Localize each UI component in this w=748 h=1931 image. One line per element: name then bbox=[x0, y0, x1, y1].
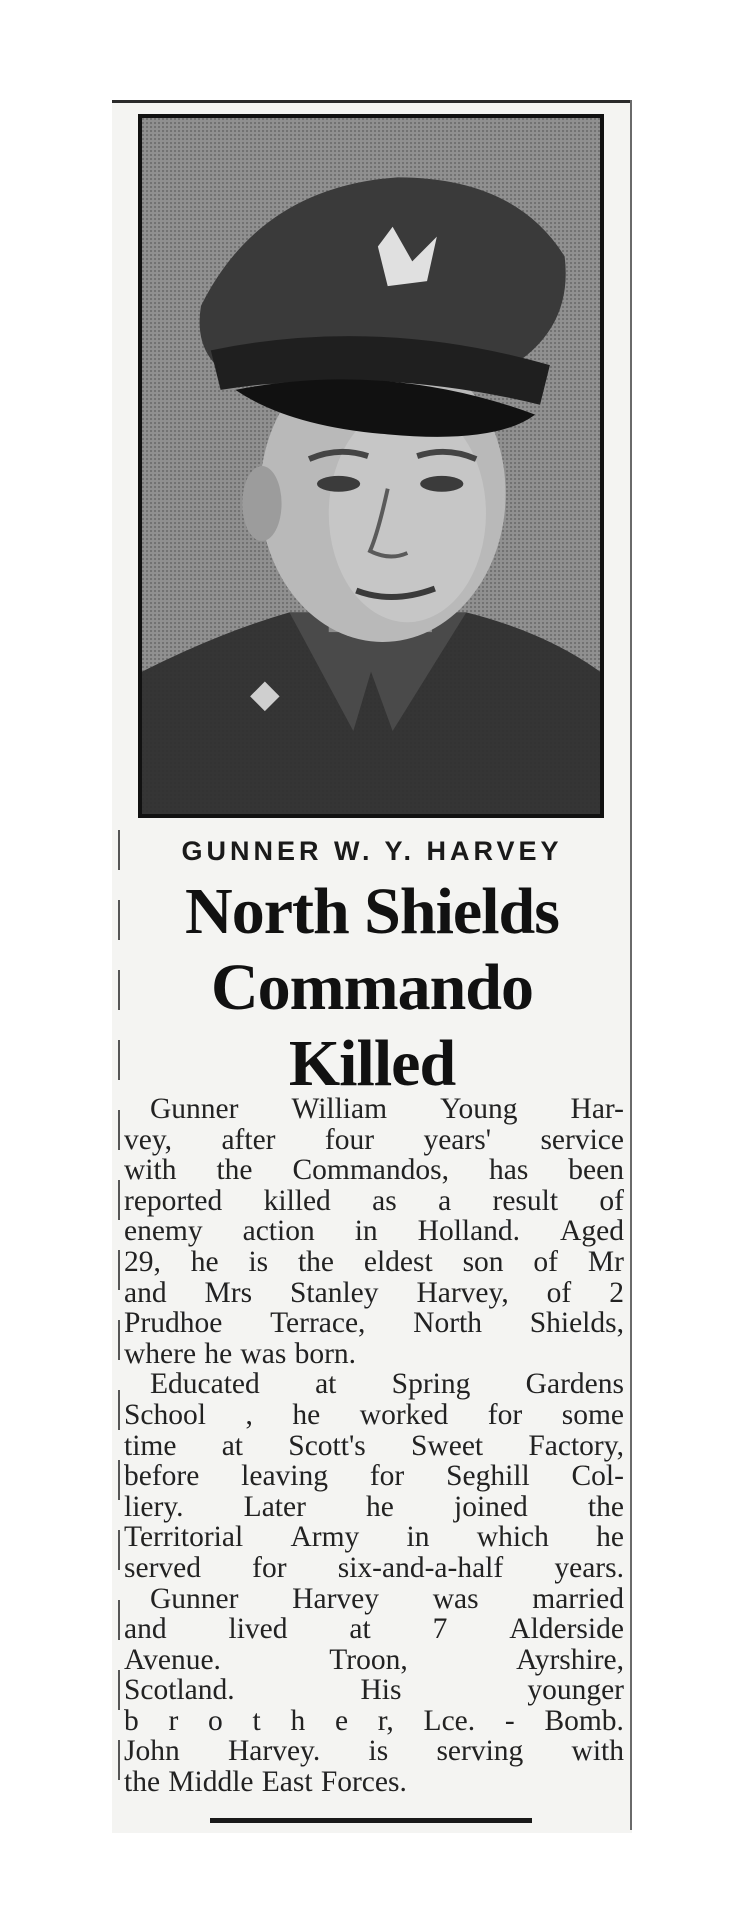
body-line: served for six-and-a-half years. bbox=[124, 1551, 624, 1584]
body-line: time at Scott's Sweet Factory, bbox=[124, 1429, 624, 1462]
body-line: Prudhoe Terrace, North Shields, bbox=[124, 1307, 624, 1340]
headline bbox=[112, 874, 632, 1102]
body-line: Gunner William Young Har- bbox=[150, 1093, 624, 1125]
body-line: and Mrs Stanley Harvey, of 2 bbox=[124, 1276, 624, 1309]
body-line: Territorial Army in which he bbox=[124, 1521, 624, 1554]
headline-line: North Shields bbox=[185, 875, 559, 948]
soldier-portrait-photo bbox=[138, 114, 604, 818]
body-line: School , he worked for some bbox=[124, 1398, 624, 1431]
headline-line: Commando bbox=[210, 951, 534, 1024]
body-line: enemy action in Holland. Aged bbox=[124, 1215, 624, 1248]
article-body bbox=[124, 1094, 624, 1798]
body-line: 29, he is the eldest son of Mr bbox=[124, 1245, 624, 1278]
portrait-illustration bbox=[142, 118, 600, 814]
headline-line: Killed bbox=[288, 1027, 456, 1100]
body-line: Gunner Harvey was married bbox=[150, 1582, 624, 1615]
body-line: Educated at Spring Gardens bbox=[150, 1368, 624, 1401]
rank-line: GUNNER W. Y. HARVEY bbox=[181, 836, 563, 866]
body-line: vey, after four years' service bbox=[124, 1123, 624, 1156]
body-line: where he was born. bbox=[124, 1337, 357, 1370]
body-line: the Middle East Forces. bbox=[124, 1766, 407, 1799]
body-line: before leaving for Seghill Col- bbox=[124, 1460, 624, 1493]
body-line: liery. Later he joined the bbox=[124, 1490, 624, 1523]
bottom-rule bbox=[210, 1818, 532, 1823]
body-line: John Harvey. is serving with bbox=[124, 1735, 624, 1768]
body-line: and lived at 7 Alderside bbox=[124, 1613, 624, 1646]
body-line: reported killed as a result of bbox=[124, 1184, 624, 1217]
body-line: Scotland. His younger bbox=[124, 1674, 624, 1707]
body-line: Avenue. Troon, Ayrshire, bbox=[124, 1643, 624, 1676]
body-line: with the Commandos, has been bbox=[124, 1154, 624, 1187]
body-line: b r o t h e r, Lce. - Bomb. bbox=[124, 1704, 624, 1737]
